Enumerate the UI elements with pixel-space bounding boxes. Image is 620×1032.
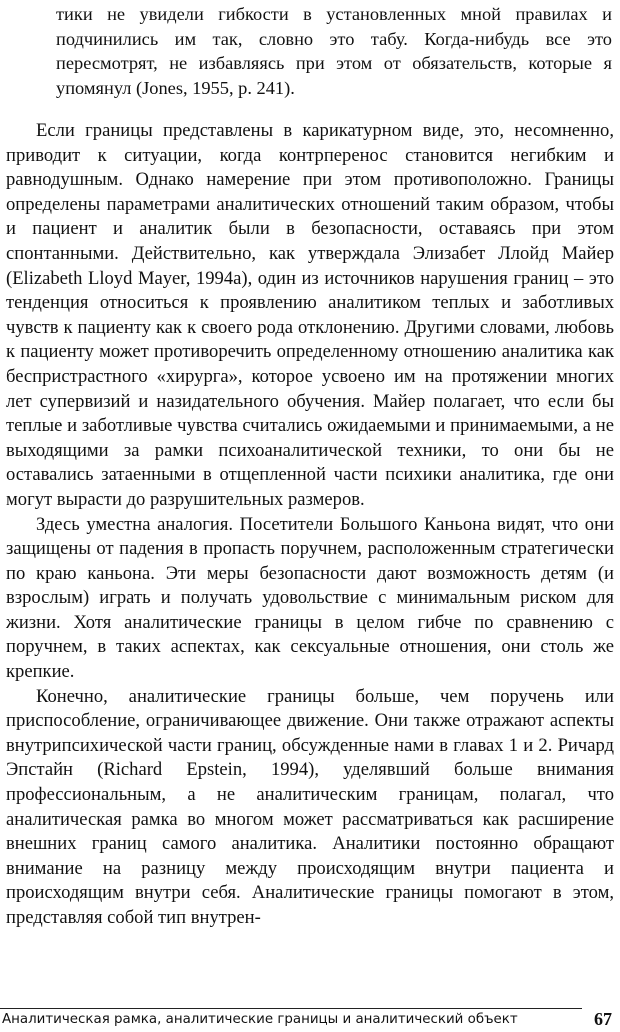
paragraph: Конечно, аналитические границы больше, чем поручень или приспособление, ограничивающее движение. Они также отражают аспекты внутрипсихической части границ, обсужденные нами в главах 1 и 2. Ричард Эпстайн (Richard Epstein, 1994), уделявший больше внимания профессиональным, а не аналитическим границам, полагал, что аналитическая рамка во многом может рассматриваться как расширение внешних границ самого аналитика. Аналитики постоянно обращают внимание на разницу между происходящим внутри пациента и происходящим внутри себя. Аналитические границы помогают в этом, представляя собой тип внутрен-	[6, 685, 614, 928]
block-quote: тики не увидели гибкости в установленных мной правилах и подчинились им так, словно это табу. Когда-нибудь все это пересмотрят, не избавляясь при этом от обязательств, которые я упомянул (Jones, 1955, р. 241).	[56, 4, 612, 98]
paragraph: Если границы представлены в карикатурном виде, это, несомненно, приводит к ситуации, когда контрперенос становится негибким и равнодушным. Однако намерение при этом противоположно. Границы определены параметрами аналитических отношений таким образом, чтобы и пациент и аналитик были в безопасности, оставаясь при этом спонтанными. Действительно, как утверждала Элизабет Ллойд Майер (Elizabeth Lloyd Mayer, 1994a), один из источников нарушения границ – это тенденция относиться к проявлению аналитиком теплых и заботливых чувств к пациенту как к своего рода отклонению. Другими словами, любовь к пациенту может противоречить определенному отношению аналитика как беспристрастного «хирурга», которое усвоено им на протяжении многих лет супервизий и назидательного обучения. Майер полагает, что если бы теплые и заботливые чувства считались ожидаемыми и принимаемыми, а не выходящими за рамки психоаналитической техники, то они бы не оставались затаенными в отщепленной части психики аналитика, где они могут вырасти до разрушительных размеров.	[6, 120, 614, 510]
paragraph: Здесь уместна аналогия. Посетители Большого Каньона видят, что они защищены от падения в пропасть поручнем, расположенным стратегически по краю каньона. Эти меры безопасности дают возможность детям (и взрослым) играть и получать удовольствие с минимальным риском для жизни. Хотя аналитические границы в целом гибче по сравнению с поручнем, в таких аспектах, как сексуальные отношения, они столь же крепкие.	[6, 513, 614, 683]
footer-rule	[0, 1008, 582, 1009]
running-title: Аналитическая рамка, аналитические границы и аналитический объект	[2, 1012, 518, 1027]
body-text	[6, 119, 614, 931]
page-number: 67	[594, 1009, 612, 1029]
